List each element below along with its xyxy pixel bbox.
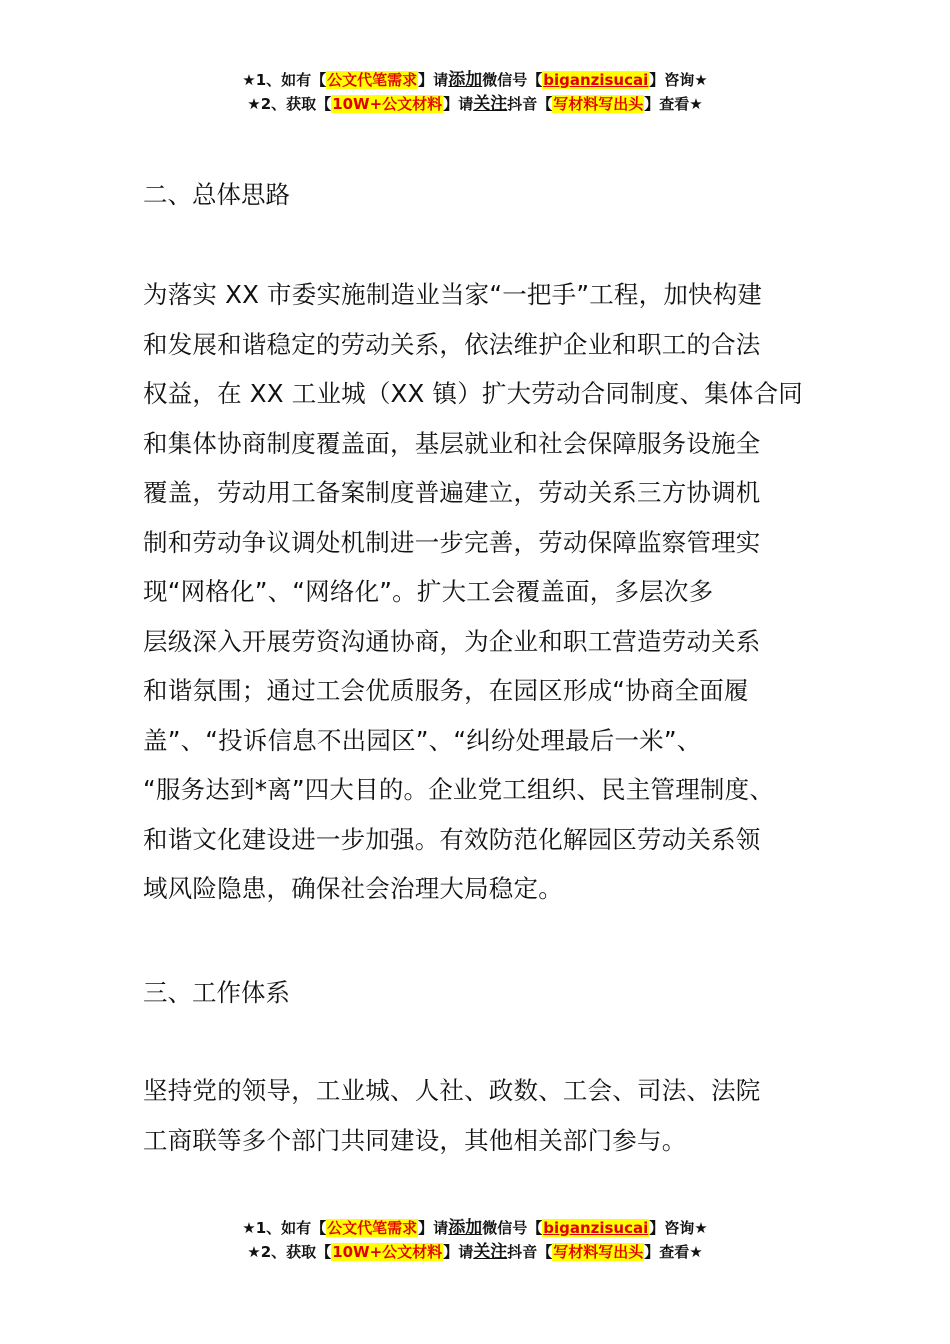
douyin-account: 写材料写出头 [553, 95, 644, 113]
highlight-materials: 10W+公文材料 [332, 95, 443, 113]
body-line: “服务达到*离”四大目的。企业党工组织、民主管理制度、 [143, 775, 775, 804]
body-line: 和谐氛围；通过工会优质服务，在园区形成“协商全面履 [143, 676, 749, 705]
wechat-id: biganzisucai [543, 71, 649, 89]
section-body-overall-approach [143, 270, 823, 914]
body-line: 和谐文化建设进一步加强。有效防范化解园区劳动关系领 [143, 824, 761, 854]
emphasis-add: 添加 [448, 1218, 483, 1238]
body-line: 权益，在 XX 工业城（XX 镇）扩大劳动合同制度、集体合同 [143, 379, 803, 408]
highlight-service: 公文代笔需求 [327, 1219, 418, 1237]
banner-line-1: ★1、如有【公文代笔需求】请添加微信号【biganzisucai】咨询★ [242, 1218, 708, 1238]
highlight-materials: 10W+公文材料 [332, 1243, 443, 1261]
section-body-work-system [143, 1066, 823, 1165]
highlight-service: 公文代笔需求 [327, 71, 418, 89]
body-line: 覆盖，劳动用工备案制度普遍建立，劳动关系三方协调机 [143, 478, 761, 507]
body-line: 制和劳动争议调处机制进一步完善，劳动保障监察管理实 [143, 527, 761, 557]
banner-line-1: ★1、如有【公文代笔需求】请添加微信号【biganzisucai】咨询★ [242, 70, 708, 90]
section-heading-overall-approach: 二、总体思路 [143, 180, 290, 209]
body-line: 和发展和谐稳定的劳动关系，依法维护企业和职工的合法 [143, 329, 761, 359]
body-line: 和集体协商制度覆盖面，基层就业和社会保障服务设施全 [143, 428, 761, 458]
body-line: 盖”、“投诉信息不出园区”、“纠纷处理最后一米”、 [143, 725, 702, 755]
emphasis-follow: 关注 [473, 94, 508, 114]
footer-banner [0, 1216, 950, 1264]
body-line: 域风险隐患，确保社会治理大局稳定。 [143, 874, 563, 903]
body-line: 工商联等多个部门共同建设，其他相关部门参与。 [143, 1125, 687, 1155]
section-heading-work-system: 三、工作体系 [143, 978, 290, 1007]
douyin-account: 写材料写出头 [553, 1243, 644, 1261]
header-banner [0, 68, 950, 116]
banner-line-2: ★2、获取【10W+公文材料】请关注抖音【写材料写出头】查看★ [247, 1242, 703, 1262]
wechat-id: biganzisucai [543, 1219, 649, 1237]
body-line: 层级深入开展劳资沟通协商，为企业和职工营造劳动关系 [143, 626, 761, 656]
body-line: 现“网格化”、“网络化”。扩大工会覆盖面，多层次多 [143, 577, 714, 606]
body-line: 为落实 XX 市委实施制造业当家“一把手”工程，加快构建 [143, 280, 763, 309]
emphasis-add: 添加 [448, 70, 483, 90]
body-line: 坚持党的领导，工业城、人社、政数、工会、司法、法院 [143, 1076, 761, 1105]
emphasis-follow: 关注 [473, 1242, 508, 1262]
banner-line-2: ★2、获取【10W+公文材料】请关注抖音【写材料写出头】查看★ [247, 94, 703, 114]
